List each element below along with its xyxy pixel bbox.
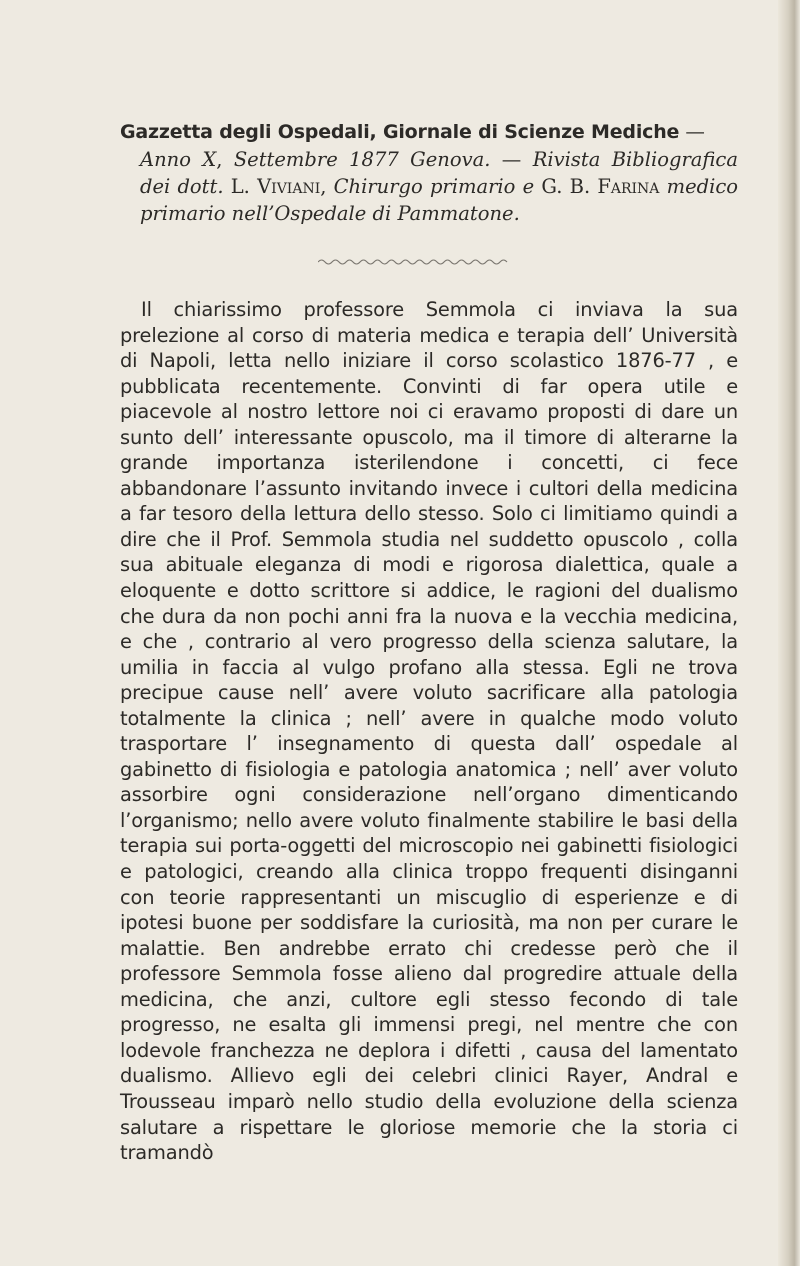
journal-title: Gazzetta degli Ospedali, Giornale di Scienze Mediche: [120, 121, 680, 143]
page-content: [120, 118, 738, 1166]
conjunction: e: [515, 175, 542, 198]
article-body: [120, 297, 738, 1166]
header-dash-2: —: [490, 148, 533, 171]
citation-details: [120, 146, 738, 227]
header-comma-2: ,: [320, 175, 334, 198]
author-initials-2: G. B.: [541, 175, 598, 198]
author-role-1: Chirurgo primario: [333, 175, 516, 198]
author-role-2: medico primario nell’Ospedale di Pammatone.: [140, 175, 739, 225]
header-comma: ,: [216, 148, 234, 171]
wavy-divider: [318, 257, 508, 267]
date-place: Settembre 1877 Genova.: [233, 148, 491, 171]
page-edge-shadow: [778, 0, 800, 1266]
body-paragraph: Il chiarissimo professore Semmola ci inviava la sua prelezione al corso di materia medica e terapia dell’ Università di Napoli, letta nello iniziare il corso scolastico 1876-77 , e pubblicata recentemente. Convinti di far opera utile e piacevole al nostro lettore noi ci eravamo proposti di dare un sunto dell’ interessante opuscolo, ma il timore di alterarne la grande importanza isterilendone i concetti, ci fece abbandonare l’assunto invitando invece i cultori della medicina a far tesoro della lettura dello stesso. Solo ci limitiamo quindi a dire che il Prof. Semmola studia nel suddetto opuscolo , colla sua abituale eleganza di modi e rigorosa dialettica, quale a eloquente e dotto scrittore si addice, le ragioni del dualismo che dura da non pochi anni fra la nuova e la vecchia medicina, e che , contrario al vero progresso della scienza salutare, la umilia in faccia al vulgo profano alla stessa. Egli ne trova precipue cause nell’ avere voluto sacrificare alla patologia totalmente la clinica ; nell’ avere in qualche modo voluto trasportare l’ insegnamento di questa dall’ ospedale al gabinetto di fisiologia e patologia anatomica ; nell’ aver voluto assorbire ogni considerazione nell’organo dimenticando l’organismo; nello avere voluto finalmente stabilire le basi della terapia sui porta-oggetti del microscopio nei gabinetti fisiologici e patologici, creando alla clinica troppo frequenti disinganni con teorie rappresentanti un miscuglio di esperienze e di ipotesi buone per soddisfare la curiosità, ma non per curare le malattie. Ben andrebbe errato chi credesse però che il professore Semmola fosse alieno dal progredire attuale della medicina, che anzi, cultore egli stesso fecondo di tale progresso, ne esalta gli immensi pregi, nel mentre che con lodevole franchezza ne deplora i difetti , causa del lamentato dualismo. Allievo egli dei celebri clinici Rayer, Andral e Trousseau imparò nello studio della evoluzione della scienza salutare a rispettare le gloriose memorie che la storia ci tramandò: [120, 298, 738, 1165]
author-initial: L.: [223, 175, 258, 198]
rivista-label: Rivista Bibliografica dei dott.: [140, 148, 738, 198]
author-farina: Farina: [597, 175, 660, 198]
author-viviani: Viviani: [257, 175, 321, 198]
citation-header: [120, 118, 738, 227]
anno-label: Anno X: [140, 148, 217, 171]
header-dash: —: [679, 120, 705, 143]
